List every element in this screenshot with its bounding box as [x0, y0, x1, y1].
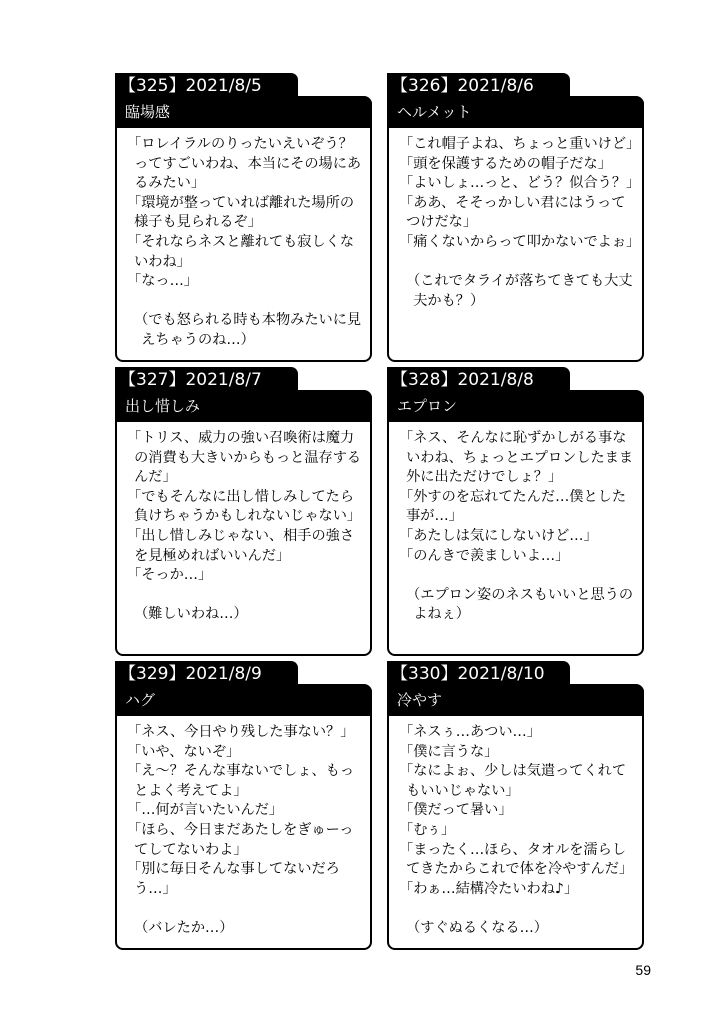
page-number: 59	[635, 962, 651, 978]
dialogue-line: 「これ帽子よね、ちょっと重いけど」	[399, 136, 641, 152]
entry-note: （難しいわね…）	[134, 606, 248, 623]
dialogue-line: 「そっか…」	[127, 567, 213, 584]
entry-tag: 【326】2021/8/6	[387, 73, 570, 99]
entry-card-328	[387, 370, 644, 656]
entry-title: 臨場感	[115, 97, 372, 128]
entry-note: （これでタライが落ちてきても大丈夫かも？）	[406, 273, 633, 309]
dialogue-line: 「なっ…」	[127, 273, 198, 290]
entry-title: 出し惜しみ	[115, 391, 372, 422]
dialogue-line: 「でもそんなに出し惜しみしてたら負けちゃうかもしれないじゃない」	[127, 488, 362, 525]
entry-body	[389, 423, 642, 625]
entry-body	[117, 423, 370, 625]
dialogue-line: 「まったく…ほら、タオルを濡らしてきたからこれで体を冷やすんだ」	[399, 841, 634, 878]
dialogue-line: 「ネスぅ…あつい…」	[399, 724, 541, 740]
dialogue-line: 「…何が言いたいんだ」	[127, 802, 284, 819]
dialogue-line: 「わぁ…結構冷たいわね♪」	[399, 880, 579, 897]
dialogue-line: 「あたしは気にしないけど…」	[399, 527, 598, 544]
entry-body	[117, 129, 370, 351]
dialogue-line: 「痛くないからって叩かないでよぉ」	[399, 233, 641, 250]
dialogue-line: 「僕だって暑い」	[399, 802, 513, 819]
dialogue-line: 「出し惜しみじゃない、相手の強さを見極めればいいんだ」	[127, 527, 355, 564]
dialogue-line: 「それならネスと離れても寂しくないわね」	[127, 233, 355, 270]
entry-note: （でも怒られる時も本物みたいに見えちゃうのね…）	[134, 312, 362, 348]
dialogue-line: 「僕に言うな」	[399, 743, 499, 760]
entry-card-329	[115, 664, 372, 950]
entry-tag: 【325】2021/8/5	[115, 73, 298, 99]
entry-title: ヘルメット	[387, 97, 644, 128]
dialogue-line: 「なによぉ、少しは気遣ってくれてもいいじゃない」	[399, 763, 627, 799]
entry-body	[117, 717, 370, 939]
dialogue-line: 「トリス、威力の強い召喚術は魔力の消費も大きいからもっと温存するんだ」	[127, 430, 362, 486]
entry-card-325	[115, 76, 372, 362]
entry-body	[389, 717, 642, 939]
entry-tag: 【327】2021/8/7	[115, 367, 298, 393]
dialogue-line: 「頭を保護するための帽子だな」	[399, 155, 612, 172]
entry-card-330	[387, 664, 644, 950]
dialogue-line: 「別に毎日そんな事してないだろう…」	[127, 861, 340, 897]
entry-title: ハグ	[115, 685, 372, 716]
dialogue-line: 「ネス、そんなに恥ずかしがる事ないわね、ちょっとエプロンしたまま外に出ただけでしょ？」	[399, 430, 634, 486]
entry-card-327	[115, 370, 372, 656]
entry-body	[389, 129, 642, 311]
dialogue-line: 「いや、ないぞ」	[127, 743, 241, 760]
dialogue-line: 「のんきで羨ましいよ…」	[399, 547, 570, 564]
entry-tag: 【328】2021/8/8	[387, 367, 570, 393]
entry-title: 冷やす	[387, 685, 644, 716]
entry-tag: 【329】2021/8/9	[115, 661, 298, 687]
entry-note: （すぐぬるくなる…）	[406, 919, 548, 936]
dialogue-line: 「ほら、今日まだあたしをぎゅーってしてないわよ」	[127, 821, 354, 858]
dialogue-line: 「外すのを忘れてたんだ…僕とした事が…」	[399, 488, 627, 525]
entry-title: エプロン	[387, 391, 644, 422]
entry-note: （エプロン姿のネスもいいと思うのよねぇ）	[406, 586, 634, 623]
entry-note: （バレたか…）	[134, 919, 234, 936]
entry-card-326	[387, 76, 644, 362]
entry-tag: 【330】2021/8/10	[387, 661, 570, 687]
dialogue-line: 「むぅ」	[399, 821, 456, 838]
dialogue-line: 「ネス、今日やり残した事ない？」	[127, 724, 355, 740]
dialogue-line: 「え～？そんな事ないでしょ、もっとよく考えてよ」	[127, 763, 355, 799]
dialogue-line: 「ああ、そそっかしい君にはうってつけだな」	[399, 194, 626, 231]
dialogue-line: 「よいしょ…っと、どう？似合う？」	[399, 175, 641, 192]
dialogue-line: 「環境が整っていれば離れた場所の様子も見られるぞ」	[127, 194, 355, 231]
dialogue-line: 「ロレイラルのりったいえいぞう？ってすごいわね、本当にその場にあるみたい」	[127, 136, 362, 192]
